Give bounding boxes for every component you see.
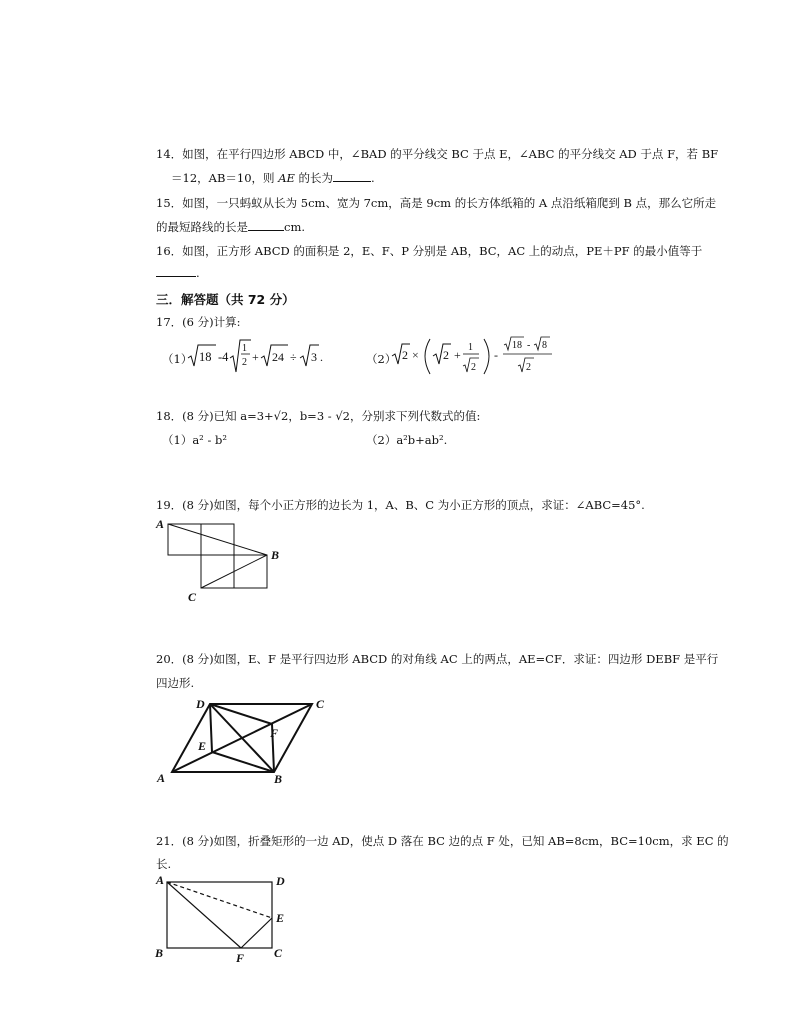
- svg-text:24: 24: [272, 350, 284, 364]
- svg-text:8: 8: [542, 340, 547, 351]
- q17-head: 17．(6 分)计算:: [156, 315, 241, 329]
- q19-line-ab: [168, 524, 267, 555]
- q15-line2: [156, 219, 305, 235]
- q14-text-a: ＝12，AB＝10，则: [171, 171, 279, 185]
- q19-label-b: B: [271, 548, 280, 562]
- svg-text:-: -: [494, 348, 498, 362]
- q18-part1: （1）a² - b²: [162, 433, 227, 447]
- q16-line1: 16．如图，正方形 ABCD 的面积是 2，E、F、P 分别是 AB，BC，AC 上的动点，PE＋PF 的最小值等于: [156, 244, 703, 258]
- q21-label-a: A: [156, 873, 165, 887]
- svg-text:÷: ÷: [290, 350, 297, 364]
- q21-label-f: F: [236, 951, 245, 965]
- q16-end: .: [196, 266, 200, 280]
- svg-text:2: 2: [471, 362, 476, 373]
- q14-line2: [171, 170, 375, 186]
- q14-var: AE: [278, 171, 295, 185]
- q17-part2-label: （2）: [366, 352, 397, 366]
- q19-grid-figure: [150, 515, 300, 605]
- q16-answer-blank[interactable]: [156, 266, 196, 277]
- q14-line1: 14．如图，在平行四边形 ABCD 中，∠BAD 的平分线交 BC 于点 E，∠ABC 的平分线交 AD 于点 F，若 BF: [156, 147, 719, 161]
- svg-text:+: +: [252, 350, 259, 364]
- q15-text-b: cm.: [284, 220, 306, 234]
- q21-label-e: E: [276, 911, 285, 925]
- q20-label-f: F: [270, 726, 279, 740]
- q14-text-b: 的长为: [294, 171, 334, 185]
- svg-text:1: 1: [242, 343, 247, 354]
- q15-line1: 15．如图，一只蚂蚁从长为 5cm、宽为 7cm，高是 9cm 的长方体纸箱的 A 点沿纸箱爬到 B 点，那么它所走: [156, 196, 717, 210]
- q15-answer-blank[interactable]: [248, 220, 284, 231]
- svg-text:1: 1: [468, 342, 473, 353]
- q21-label-b: B: [155, 946, 164, 960]
- q18-head: 18．(8 分)已知 a=3+√2，b=3 - √2，分别求下列代数式的值:: [156, 409, 481, 423]
- q17-part2-expression: [390, 336, 560, 380]
- q20-label-c: C: [316, 697, 325, 711]
- q20-label-b: B: [274, 772, 283, 786]
- svg-text:-: -: [527, 340, 531, 351]
- q14-answer-blank[interactable]: [333, 171, 371, 182]
- svg-text:×: ×: [412, 348, 419, 362]
- q19-label-a: A: [156, 517, 165, 531]
- q20-label-e: E: [198, 739, 207, 753]
- svg-text:.: .: [320, 350, 323, 364]
- svg-text:18: 18: [199, 350, 212, 364]
- q17-part1-label: （1）: [162, 352, 193, 366]
- svg-text:18: 18: [512, 340, 522, 351]
- q19-label-c: C: [188, 590, 197, 604]
- svg-text:3: 3: [311, 350, 317, 364]
- q20-label-a: A: [157, 771, 166, 785]
- q21-line1: 21．(8 分)如图，折叠矩形的一边 AD，使点 D 落在 BC 边的点 F 处，已知 AB=8cm，BC=10cm，求 EC 的: [156, 834, 729, 848]
- q21-label-d: D: [276, 874, 285, 888]
- q17-part1-expression: [186, 336, 326, 376]
- svg-text:-4: -4: [218, 350, 229, 364]
- q18-part2: （2）a²b+ab².: [366, 433, 448, 447]
- svg-text:2: 2: [402, 348, 408, 362]
- q19-text: 19．(8 分)如图，每个小正方形的边长为 1，A、B、C 为小正方形的顶点，求证：∠ABC=45°.: [156, 498, 645, 512]
- svg-text:2: 2: [526, 362, 531, 373]
- q20-label-d: D: [196, 697, 205, 711]
- section-title: 三．解答题（共 72 分）: [156, 292, 295, 307]
- svg-text:2: 2: [443, 348, 449, 362]
- q21-label-c: C: [274, 946, 283, 960]
- q16-line2: [156, 266, 200, 280]
- q14-end: .: [371, 171, 375, 185]
- q21-line2: 长.: [156, 857, 172, 871]
- q20-parallelogram-figure: [150, 692, 350, 787]
- svg-text:2: 2: [242, 357, 247, 368]
- q21-rectangle-figure: [150, 870, 310, 970]
- q20-line1: 20．(8 分)如图，E、F 是平行四边形 ABCD 的对角线 AC 上的两点，AE=CF．求证：四边形 DEBF 是平行: [156, 652, 719, 666]
- q21-rectangle: [167, 882, 272, 948]
- q15-text-a: 的最短路线的长是: [156, 220, 248, 234]
- svg-text:+: +: [454, 348, 461, 362]
- q20-line2: 四边形.: [156, 676, 195, 690]
